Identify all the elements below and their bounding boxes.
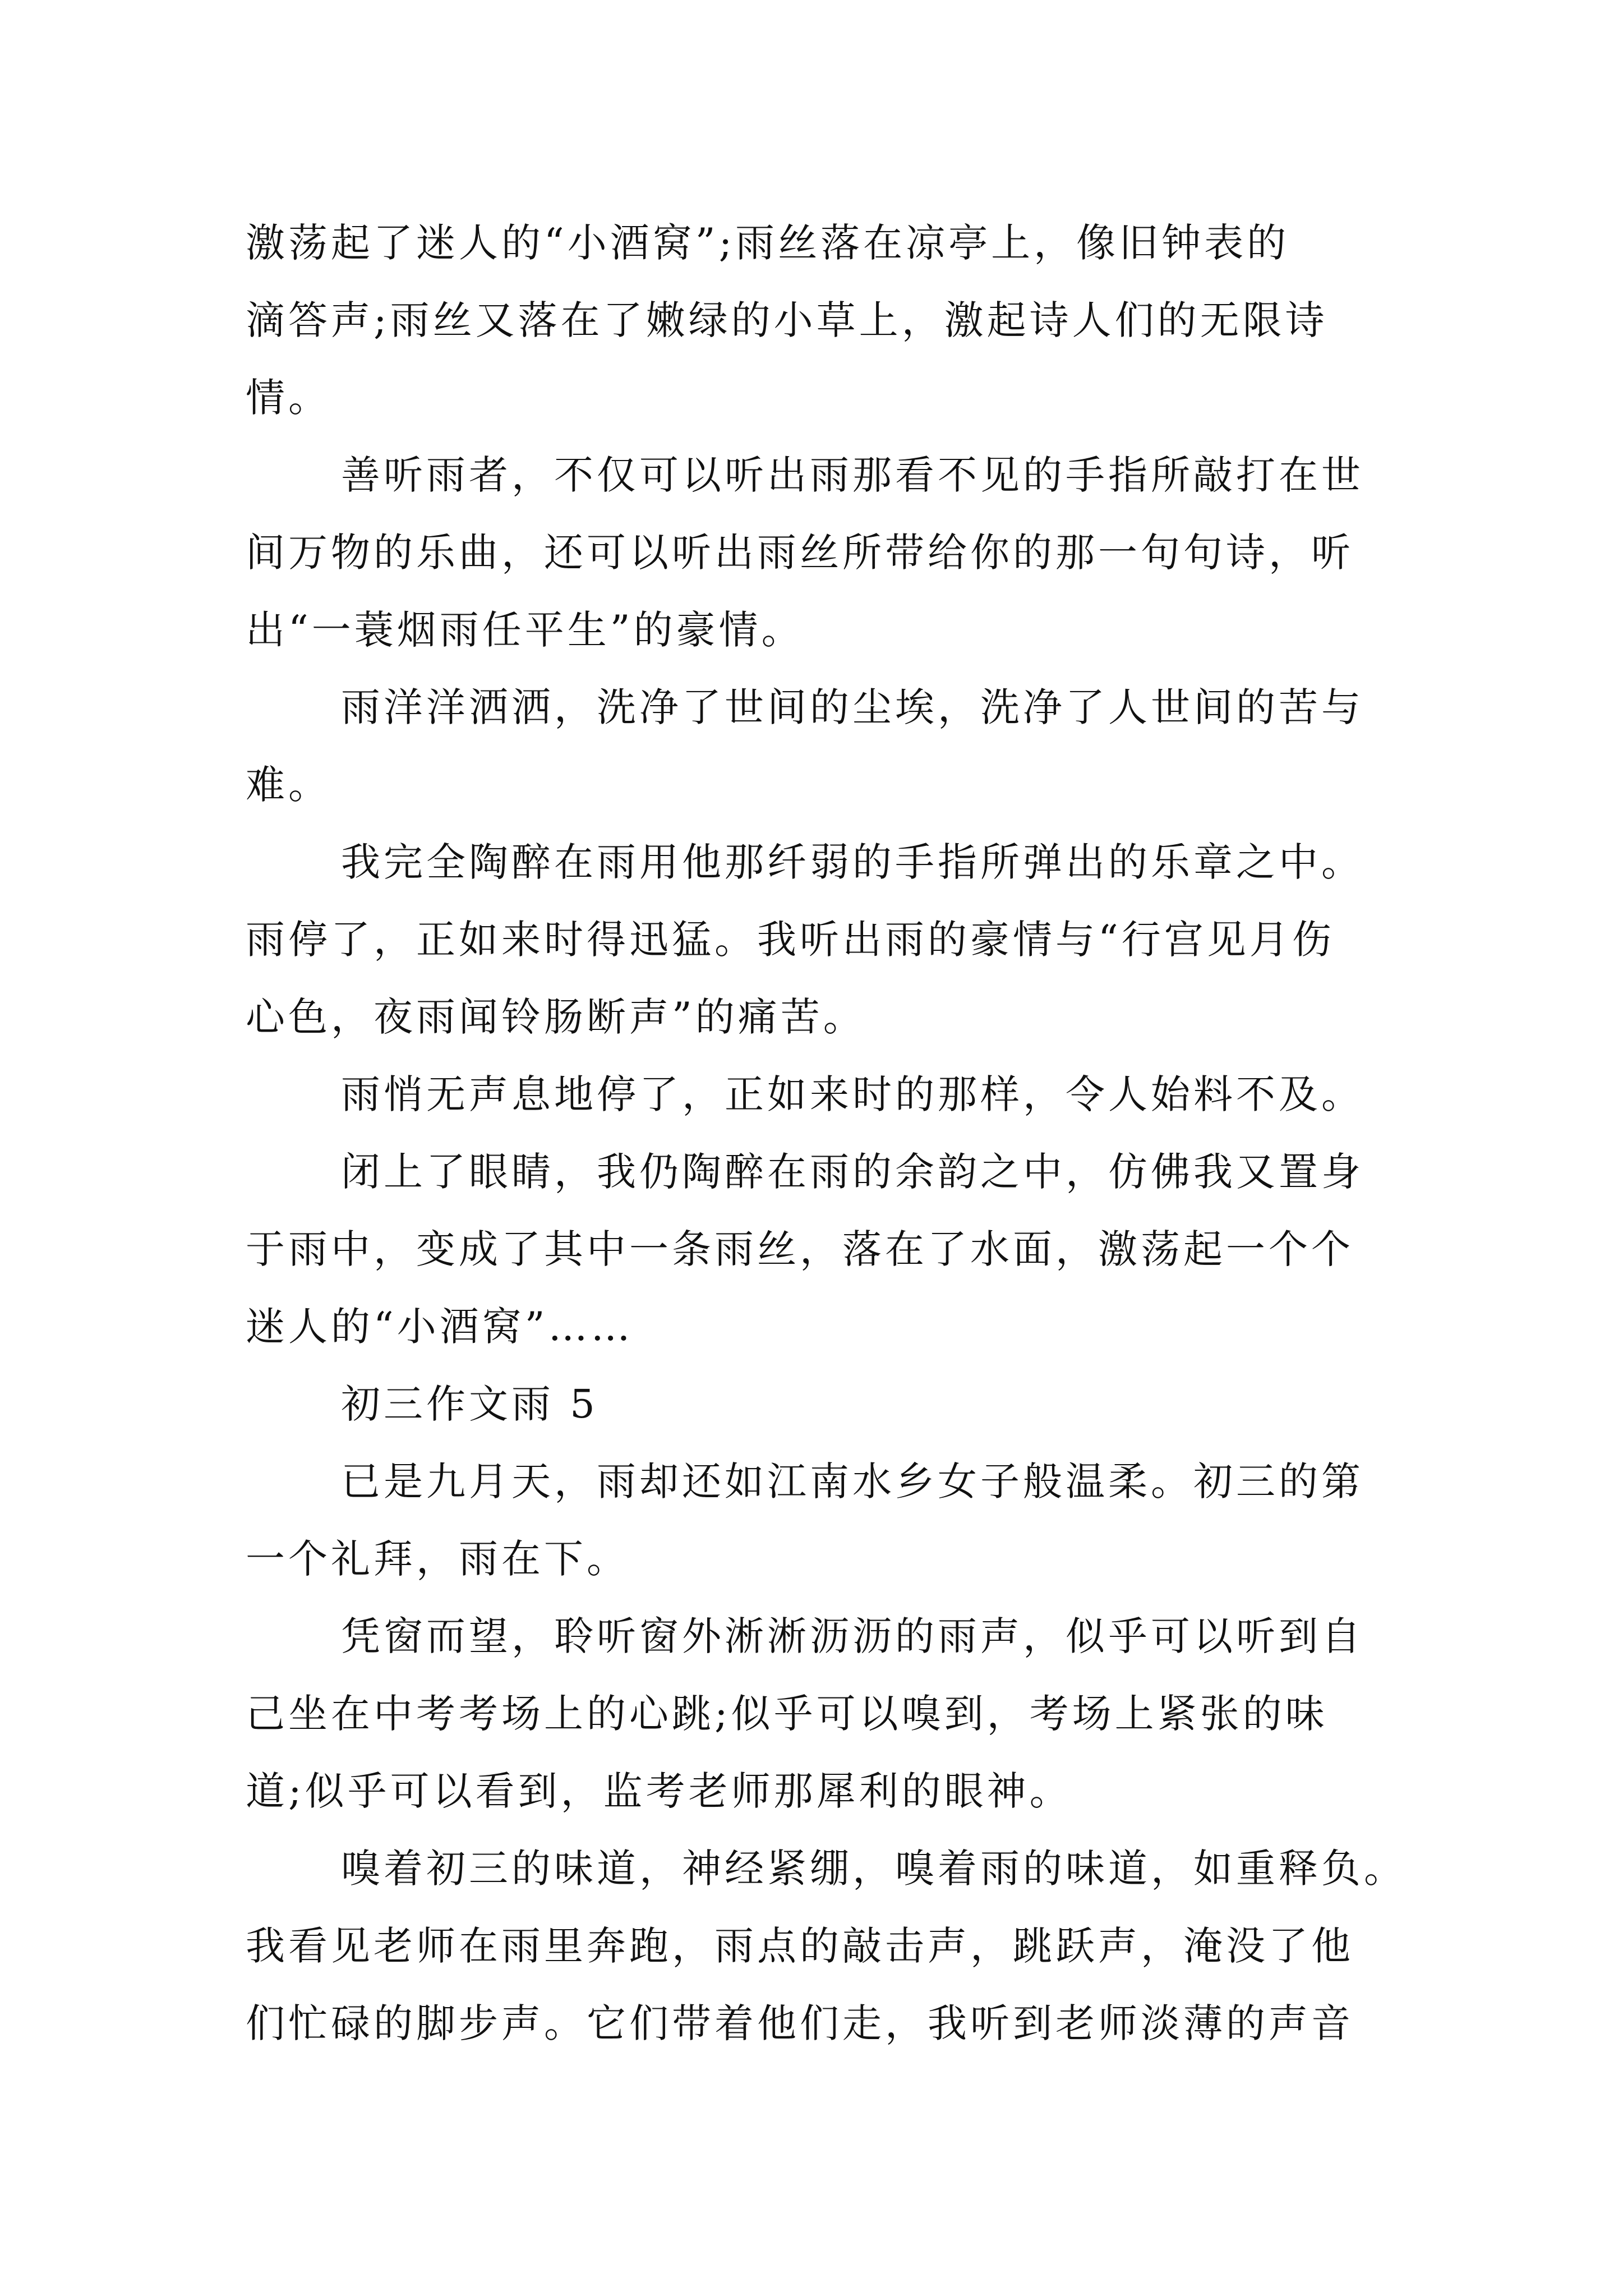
text-line: 我完全陶醉在雨用他那纤弱的手指所弹出的乐章之中。	[341, 839, 1364, 885]
text-line: 雨停了，正如来时得迅猛。我听出雨的豪情与“行宫见月伤	[246, 917, 1335, 963]
text-line: 雨悄无声息地停了，正如来时的那样，令人始料不及。	[341, 1071, 1364, 1117]
text-line: 难。	[246, 762, 331, 808]
text-line: 滴答声;雨丝又落在了嫩绿的小草上，激起诗人们的无限诗	[246, 297, 1328, 343]
text-line: 嗅着初三的味道，神经紧绷，嗅着雨的味道，如重释负。	[341, 1846, 1407, 1892]
text-line: 间万物的乐曲，还可以听出雨丝所带给你的那一句句诗，听	[246, 530, 1354, 576]
text-line: 迷人的“小酒窝”……	[246, 1304, 634, 1350]
text-line: 道;似乎可以看到，监考老师那犀利的眼神。	[246, 1768, 1072, 1814]
body-text	[246, 204, 1407, 2062]
text-line: 已是九月天，雨却还如江南水乡女子般温柔。初三的第	[341, 1458, 1364, 1504]
text-line: 善听雨者，不仅可以听出雨那看不见的手指所敲打在世	[341, 452, 1364, 498]
text-line: 心色，夜雨闻铃肠断声”的痛苦。	[246, 994, 866, 1040]
text-line: 一个礼拜，雨在下。	[246, 1536, 629, 1582]
text-line: 凭窗而望，聆听窗外淅淅沥沥的雨声，似乎可以听到自	[341, 1613, 1364, 1659]
text-line: 于雨中，变成了其中一条雨丝，落在了水面，激荡起一个个	[246, 1226, 1354, 1272]
text-line: 己坐在中考考场上的心跳;似乎可以嗅到，考场上紧张的味	[246, 1691, 1328, 1737]
section-heading: 初三作文雨 5	[341, 1381, 598, 1427]
text-line: 我看见老师在雨里奔跑，雨点的敲击声，跳跃声，淹没了他	[246, 1923, 1354, 1969]
text-line: 闭上了眼睛，我仍陶醉在雨的余韵之中，仿佛我又置身	[341, 1149, 1364, 1195]
text-line: 雨洋洋洒洒，洗净了世间的尘埃，洗净了人世间的苦与	[341, 684, 1364, 730]
text-line: 们忙碌的脚步声。它们带着他们走，我听到老师淡薄的声音	[246, 2000, 1354, 2046]
text-line: 出“一蓑烟雨任平生”的豪情。	[246, 607, 804, 653]
text-line: 激荡起了迷人的“小酒窝”;雨丝落在凉亭上，像旧钟表的	[246, 220, 1290, 266]
text-line: 情。	[246, 375, 331, 421]
